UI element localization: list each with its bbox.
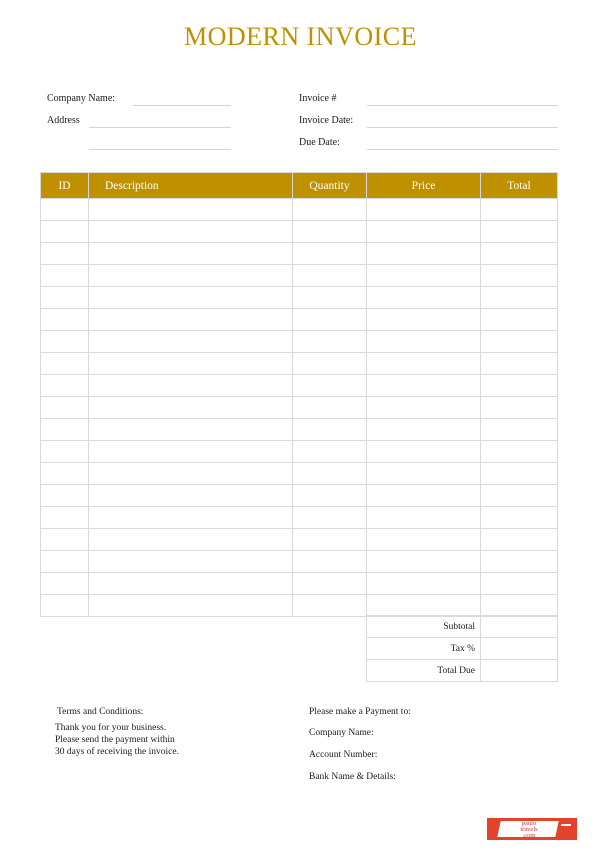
cell-quantity[interactable] bbox=[293, 243, 367, 265]
table-row bbox=[41, 441, 558, 463]
table-row bbox=[41, 397, 558, 419]
cell-description[interactable] bbox=[89, 331, 293, 353]
table-row bbox=[41, 419, 558, 441]
cell-price[interactable] bbox=[367, 375, 481, 397]
cell-id[interactable] bbox=[41, 595, 89, 617]
cell-description[interactable] bbox=[89, 265, 293, 287]
cell-total[interactable] bbox=[481, 551, 558, 573]
cell-id[interactable] bbox=[41, 243, 89, 265]
cell-id[interactable] bbox=[41, 353, 89, 375]
cell-total[interactable] bbox=[481, 265, 558, 287]
cell-quantity[interactable] bbox=[293, 309, 367, 331]
cell-total[interactable] bbox=[481, 353, 558, 375]
cell-quantity[interactable] bbox=[293, 375, 367, 397]
cell-total[interactable] bbox=[481, 243, 558, 265]
table-row bbox=[41, 309, 558, 331]
cell-quantity[interactable] bbox=[293, 199, 367, 221]
cell-quantity[interactable] bbox=[293, 287, 367, 309]
company-name-label: Company Name: bbox=[47, 93, 116, 104]
address-label: Address bbox=[47, 115, 80, 126]
tax-row bbox=[367, 638, 558, 660]
cell-id[interactable] bbox=[41, 265, 89, 287]
cell-total[interactable] bbox=[481, 331, 558, 353]
table-row bbox=[41, 331, 558, 353]
cell-description[interactable] bbox=[89, 199, 293, 221]
cell-price[interactable] bbox=[367, 595, 481, 617]
cell-description[interactable] bbox=[89, 397, 293, 419]
cell-quantity[interactable] bbox=[293, 551, 367, 573]
cell-quantity[interactable] bbox=[293, 485, 367, 507]
cell-description[interactable] bbox=[89, 551, 293, 573]
address-field-2[interactable] bbox=[89, 138, 231, 150]
cell-description[interactable] bbox=[89, 221, 293, 243]
cell-total[interactable] bbox=[481, 221, 558, 243]
cell-id[interactable] bbox=[41, 529, 89, 551]
cell-price[interactable] bbox=[367, 419, 481, 441]
cell-quantity[interactable] bbox=[293, 353, 367, 375]
cell-description[interactable] bbox=[89, 485, 293, 507]
cell-id[interactable] bbox=[41, 507, 89, 529]
cell-total[interactable] bbox=[481, 573, 558, 595]
cell-total[interactable] bbox=[481, 397, 558, 419]
totals-table bbox=[366, 615, 558, 682]
cell-price[interactable] bbox=[367, 441, 481, 463]
header-price: Price bbox=[367, 173, 481, 199]
logo-line-3: .com bbox=[522, 832, 536, 839]
cell-price[interactable] bbox=[367, 573, 481, 595]
table-row bbox=[41, 243, 558, 265]
cell-price[interactable] bbox=[367, 353, 481, 375]
table-row bbox=[41, 485, 558, 507]
table-row bbox=[41, 221, 558, 243]
items-body bbox=[41, 199, 558, 617]
invoice-number-field[interactable] bbox=[367, 94, 558, 106]
payment-company-name: Company Name: bbox=[309, 728, 374, 738]
cell-description[interactable] bbox=[89, 243, 293, 265]
logo-line-2: travels bbox=[520, 826, 538, 833]
cell-price[interactable] bbox=[367, 309, 481, 331]
cell-total[interactable] bbox=[481, 309, 558, 331]
payment-bank-details: Bank Name & Details: bbox=[309, 772, 396, 782]
due-date-label: Due Date: bbox=[299, 137, 340, 148]
table-row bbox=[41, 265, 558, 287]
cell-total[interactable] bbox=[481, 287, 558, 309]
terms-line-2: Please send the payment within bbox=[55, 735, 175, 745]
cell-description[interactable] bbox=[89, 529, 293, 551]
table-header-row bbox=[41, 173, 558, 199]
cell-quantity[interactable] bbox=[293, 595, 367, 617]
cell-id[interactable] bbox=[41, 309, 89, 331]
invoice-date-field[interactable] bbox=[367, 116, 558, 128]
cell-quantity[interactable] bbox=[293, 221, 367, 243]
table-row bbox=[41, 595, 558, 617]
total-due-label: Total Due bbox=[367, 660, 481, 682]
table-row bbox=[41, 551, 558, 573]
cell-price[interactable] bbox=[367, 463, 481, 485]
paulo-travels-logo bbox=[487, 818, 577, 840]
subtotal-label: Subtotal bbox=[367, 616, 481, 638]
cell-quantity[interactable] bbox=[293, 397, 367, 419]
items-table bbox=[40, 172, 558, 617]
cell-description[interactable] bbox=[89, 441, 293, 463]
total-due-row bbox=[367, 660, 558, 682]
cell-quantity[interactable] bbox=[293, 419, 367, 441]
company-name-field[interactable] bbox=[133, 94, 231, 106]
cell-total[interactable] bbox=[481, 419, 558, 441]
cell-id[interactable] bbox=[41, 463, 89, 485]
cell-price[interactable] bbox=[367, 287, 481, 309]
cell-price[interactable] bbox=[367, 397, 481, 419]
cell-id[interactable] bbox=[41, 551, 89, 573]
cell-description[interactable] bbox=[89, 463, 293, 485]
total-due-value[interactable] bbox=[481, 660, 558, 682]
cell-quantity[interactable] bbox=[293, 507, 367, 529]
cell-total[interactable] bbox=[481, 507, 558, 529]
table-row bbox=[41, 375, 558, 397]
cell-price[interactable] bbox=[367, 529, 481, 551]
cell-price[interactable] bbox=[367, 485, 481, 507]
table-row bbox=[41, 529, 558, 551]
cell-id[interactable] bbox=[41, 419, 89, 441]
cell-id[interactable] bbox=[41, 199, 89, 221]
cell-total[interactable] bbox=[481, 441, 558, 463]
terms-heading: Terms and Conditions: bbox=[57, 707, 144, 717]
cell-id[interactable] bbox=[41, 221, 89, 243]
tax-value[interactable] bbox=[481, 638, 558, 660]
cell-description[interactable] bbox=[89, 375, 293, 397]
cell-id[interactable] bbox=[41, 573, 89, 595]
payment-heading: Please make a Payment to: bbox=[309, 707, 411, 717]
cell-price[interactable] bbox=[367, 243, 481, 265]
tax-label: Tax % bbox=[367, 638, 481, 660]
cell-quantity[interactable] bbox=[293, 529, 367, 551]
cell-price[interactable] bbox=[367, 507, 481, 529]
cell-quantity[interactable] bbox=[293, 573, 367, 595]
logo-line-1: paulo bbox=[521, 820, 537, 827]
header-total: Total bbox=[481, 173, 558, 199]
cell-quantity[interactable] bbox=[293, 441, 367, 463]
address-field-1[interactable] bbox=[89, 116, 231, 128]
cell-id[interactable] bbox=[41, 331, 89, 353]
invoice-date-label: Invoice Date: bbox=[299, 115, 354, 126]
cell-quantity[interactable] bbox=[293, 331, 367, 353]
cell-description[interactable] bbox=[89, 353, 293, 375]
cell-total[interactable] bbox=[481, 199, 558, 221]
terms-line-3: 30 days of receiving the invoice. bbox=[55, 747, 179, 757]
table-row bbox=[41, 507, 558, 529]
cell-id[interactable] bbox=[41, 287, 89, 309]
subtotal-value[interactable] bbox=[481, 616, 558, 638]
header-quantity: Quantity bbox=[293, 173, 367, 199]
cell-total[interactable] bbox=[481, 463, 558, 485]
cell-id[interactable] bbox=[41, 397, 89, 419]
cell-total[interactable] bbox=[481, 595, 558, 617]
invoice-title: MODERN INVOICE bbox=[183, 22, 418, 51]
header-description: Description bbox=[89, 173, 293, 199]
cell-quantity[interactable] bbox=[293, 265, 367, 287]
cell-total[interactable] bbox=[481, 485, 558, 507]
invoice-number-label: Invoice # bbox=[299, 93, 337, 104]
table-row bbox=[41, 353, 558, 375]
cell-description[interactable] bbox=[89, 595, 293, 617]
cell-description[interactable] bbox=[89, 287, 293, 309]
due-date-field[interactable] bbox=[367, 138, 558, 150]
table-row bbox=[41, 573, 558, 595]
cell-description[interactable] bbox=[89, 309, 293, 331]
cell-id[interactable] bbox=[41, 485, 89, 507]
terms-line-1: Thank you for your business. bbox=[55, 723, 167, 733]
cell-description[interactable] bbox=[89, 573, 293, 595]
cell-quantity[interactable] bbox=[293, 463, 367, 485]
table-row bbox=[41, 463, 558, 485]
subtotal-row bbox=[367, 616, 558, 638]
cell-description[interactable] bbox=[89, 419, 293, 441]
cell-description[interactable] bbox=[89, 507, 293, 529]
cell-price[interactable] bbox=[367, 331, 481, 353]
cell-total[interactable] bbox=[481, 529, 558, 551]
payment-account-number: Account Number: bbox=[309, 750, 378, 760]
cell-price[interactable] bbox=[367, 265, 481, 287]
table-row bbox=[41, 287, 558, 309]
cell-price[interactable] bbox=[367, 199, 481, 221]
cell-total[interactable] bbox=[481, 375, 558, 397]
cell-price[interactable] bbox=[367, 551, 481, 573]
cell-id[interactable] bbox=[41, 375, 89, 397]
table-row bbox=[41, 199, 558, 221]
cell-price[interactable] bbox=[367, 221, 481, 243]
cell-id[interactable] bbox=[41, 441, 89, 463]
header-id: ID bbox=[41, 173, 89, 199]
